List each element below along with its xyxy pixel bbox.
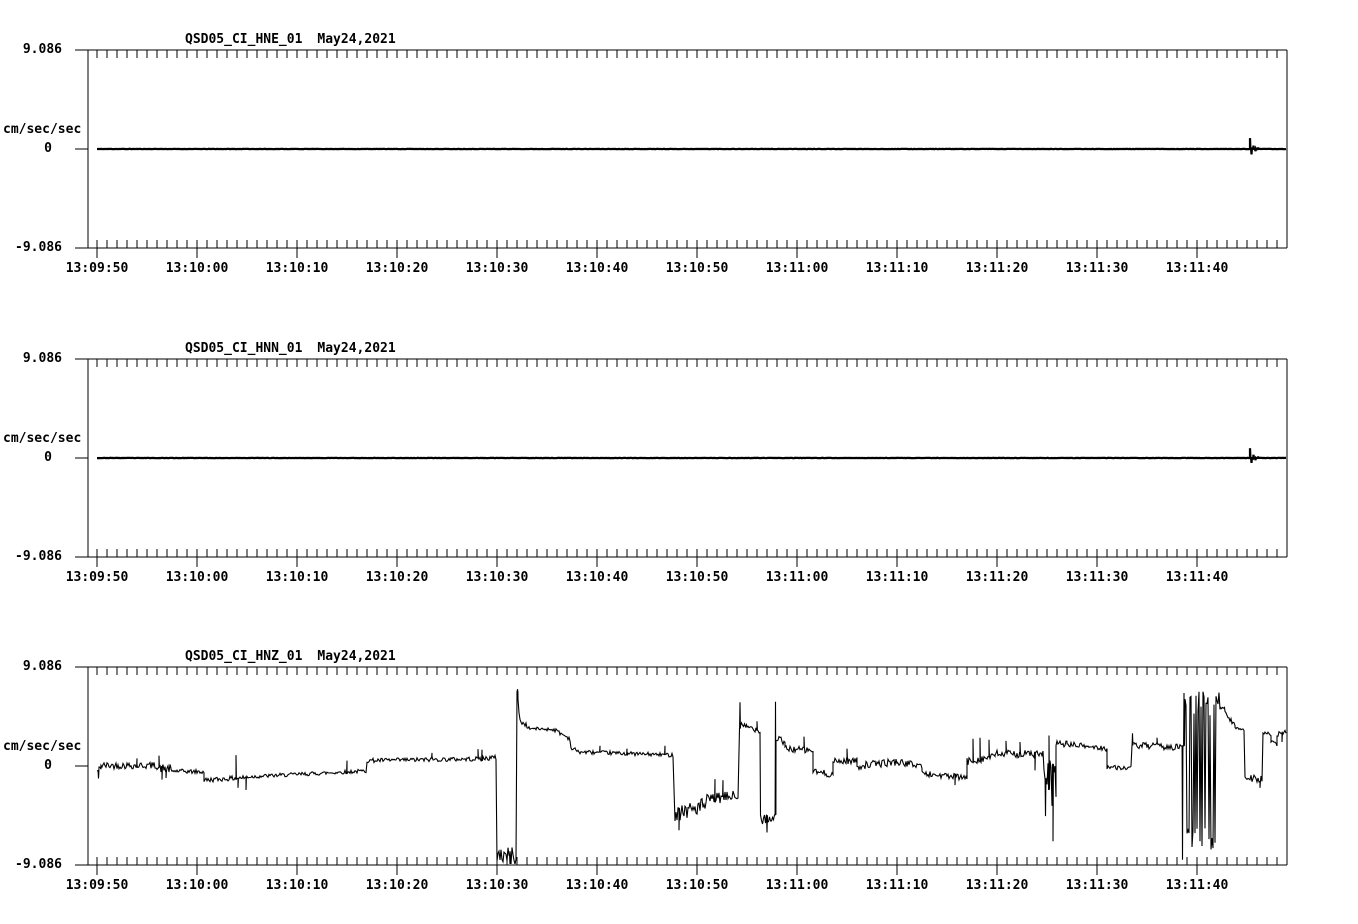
x-tick-label: 13:11:30 [1065,878,1129,893]
x-tick-label: 13:10:10 [265,878,329,893]
panel3-date-label: May24,2021 [317,649,396,664]
x-tick-label: 13:11:10 [865,878,929,893]
x-tick-label: 13:10:00 [165,570,229,585]
panel2-yunit-label: cm/sec/sec [3,431,82,446]
panel3-station-label: QSD05_CI_HNZ_01 [185,649,303,664]
x-tick-label: 13:10:20 [365,570,429,585]
panel1-title [185,33,396,47]
x-tick-label: 13:10:30 [465,878,529,893]
x-tick-label: 13:09:50 [65,570,129,585]
x-tick-label: 13:10:10 [265,261,329,276]
panel1-ymin-label: -9.086 [15,240,62,255]
x-tick-label: 13:11:40 [1165,878,1229,893]
x-tick-label: 13:10:30 [465,261,529,276]
x-tick-label: 13:10:00 [165,261,229,276]
x-tick-label: 13:10:20 [365,261,429,276]
x-tick-label: 13:11:20 [965,570,1029,585]
waveform-trace-hnz [97,689,1286,864]
panel2-date-label: May24,2021 [317,341,396,356]
x-tick-label: 13:11:00 [765,261,829,276]
x-tick-label: 13:10:30 [465,570,529,585]
panel3-ymin-label: -9.086 [15,857,62,872]
x-tick-label: 13:10:40 [565,570,629,585]
panel1-date-label: May24,2021 [317,32,396,47]
x-tick-label: 13:11:20 [965,878,1029,893]
x-tick-label: 13:09:50 [65,878,129,893]
x-tick-label: 13:09:50 [65,261,129,276]
panel2-station-label: QSD05_CI_HNN_01 [185,341,303,356]
panel3-yzero-label: 0 [44,758,52,773]
x-tick-label: 13:11:10 [865,570,929,585]
panel2-ymax-label: 9.086 [22,351,62,366]
panel1-station-label: QSD05_CI_HNE_01 [185,32,303,47]
panel2-title [185,342,396,356]
panel3-yunit-label: cm/sec/sec [3,739,82,754]
x-tick-label: 13:11:40 [1165,570,1229,585]
panel3-ymax-label: 9.086 [22,659,62,674]
x-tick-label: 13:11:40 [1165,261,1229,276]
panel1-yunit-label: cm/sec/sec [3,122,82,137]
x-tick-label: 13:10:20 [365,878,429,893]
x-tick-label: 13:11:00 [765,570,829,585]
x-tick-label: 13:11:30 [1065,570,1129,585]
panel2-ymin-label: -9.086 [15,549,62,564]
x-tick-label: 13:10:50 [665,261,729,276]
panel1-frame-and-ticks [75,50,1287,258]
x-tick-label: 13:11:10 [865,261,929,276]
x-tick-label: 13:10:50 [665,570,729,585]
x-tick-label: 13:11:30 [1065,261,1129,276]
x-tick-label: 13:10:40 [565,261,629,276]
x-tick-label: 13:11:20 [965,261,1029,276]
x-tick-label: 13:10:40 [565,878,629,893]
x-tick-label: 13:10:50 [665,878,729,893]
x-tick-label: 13:10:00 [165,878,229,893]
panel1-yzero-label: 0 [44,141,52,156]
waveform-trace-hnn [97,448,1286,463]
waveform-trace-hne [97,138,1286,154]
panel3-title [185,650,396,664]
panel2-yzero-label: 0 [44,450,52,465]
x-tick-label: 13:11:00 [765,878,829,893]
panel2-frame-and-ticks [75,359,1287,567]
panel3-frame-and-ticks [75,667,1287,875]
x-tick-label: 13:10:10 [265,570,329,585]
panel1-ymax-label: 9.086 [22,42,62,57]
